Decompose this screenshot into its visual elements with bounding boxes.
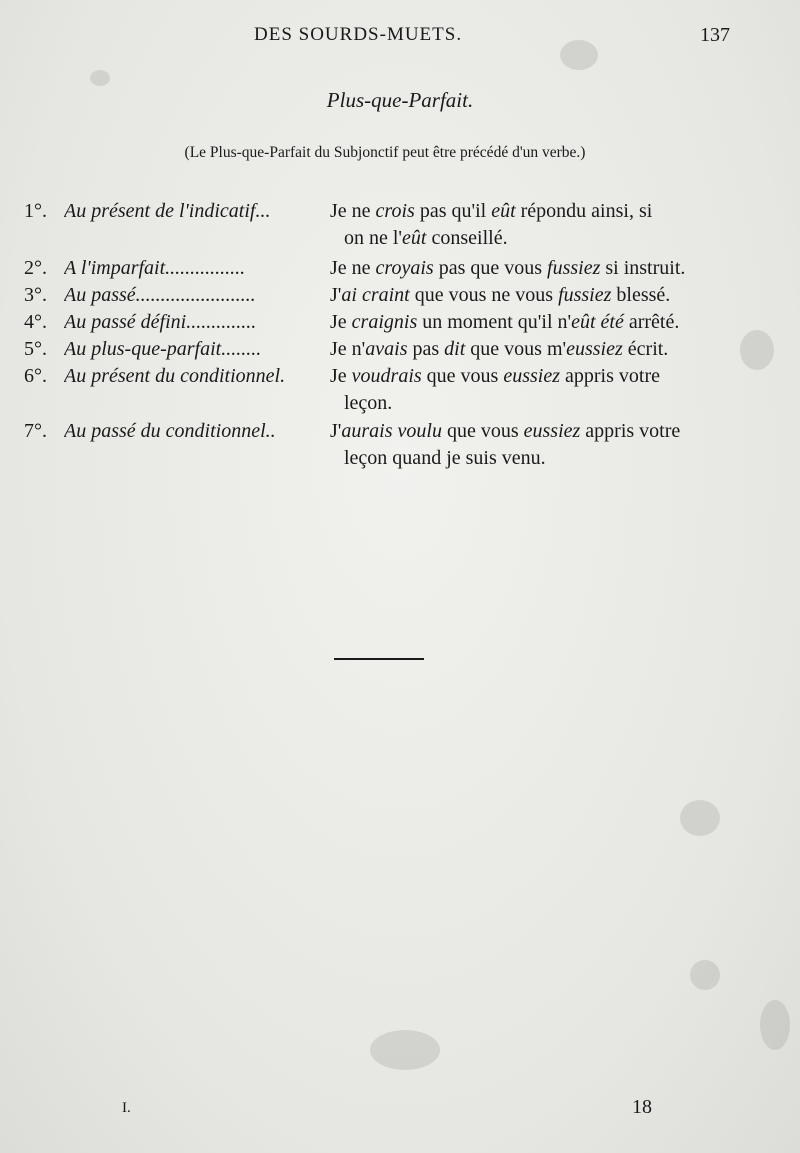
tense-label — [64, 363, 330, 390]
verb-form: eût — [491, 200, 516, 222]
verb-form: eussiez — [566, 338, 623, 360]
page-number: 137 — [700, 24, 730, 46]
row-number: 1°. — [24, 200, 47, 222]
tense-label — [64, 418, 330, 445]
sentence-text: Je ne — [330, 257, 376, 279]
leader-dots: .............. — [186, 311, 257, 333]
sentence-text: Je — [330, 365, 352, 387]
sentence-text: Je — [330, 311, 352, 333]
horizontal-rule — [334, 658, 424, 660]
sentence-text: pas — [407, 338, 445, 360]
sentence-text: que vous m' — [465, 338, 567, 360]
example-sentence — [330, 255, 744, 282]
leader-dots: .. — [265, 420, 276, 442]
sentence-text: pas qu'il — [414, 200, 492, 222]
foxing-spot — [760, 1000, 790, 1050]
sentence-text: blessé. — [611, 284, 671, 306]
conjugation-row — [24, 309, 744, 336]
tense-label — [64, 336, 330, 363]
verb-form: eût — [402, 227, 427, 249]
sentence-continuation — [330, 225, 744, 252]
page-header — [0, 24, 800, 54]
sentence-text: écrit. — [622, 338, 669, 360]
sentence-text: un moment qu'il n' — [417, 311, 572, 333]
verb-form: avais — [365, 338, 408, 360]
verb-form: eussiez — [503, 365, 561, 387]
row-number: 3°. — [24, 284, 47, 306]
sentence-text: répondu ainsi, si — [515, 200, 653, 222]
sentence-text: leçon. — [344, 392, 393, 414]
tense-label — [64, 255, 330, 282]
row-number: 7°. — [24, 420, 47, 442]
tense-label — [64, 282, 330, 309]
leader-dots: ... — [255, 200, 271, 222]
sentence-text: Je n' — [330, 338, 366, 360]
sentence-text: Je ne — [330, 200, 376, 222]
sentence-text: J' — [330, 284, 342, 306]
tense-label — [64, 198, 330, 225]
signature-mark: I. — [122, 1100, 131, 1116]
sentence-text: J' — [330, 420, 342, 442]
foxing-spot — [370, 1030, 440, 1070]
sentence-text: que vous — [441, 420, 524, 442]
verb-form: ai craint — [341, 284, 410, 306]
running-title: DES SOURDS-MUETS. — [254, 24, 463, 45]
section-note: (Le Plus-que-Parfait du Subjonctif peut être précédé d'un verbe.) — [184, 144, 586, 161]
row-number: 4°. — [24, 311, 47, 333]
conjugation-row — [24, 418, 744, 472]
row-number: 5°. — [24, 338, 47, 360]
conjugation-row — [24, 198, 744, 252]
sentence-text: conseillé. — [426, 227, 508, 249]
foxing-spot — [740, 330, 774, 370]
verb-form: fussiez — [558, 284, 612, 306]
verb-form: fussiez — [547, 257, 601, 279]
sentence-text: pas que vous — [433, 257, 548, 279]
sentence-text: que vous ne vous — [409, 284, 559, 306]
sentence-text: que vous — [421, 365, 504, 387]
sheet-number: 18 — [632, 1096, 652, 1118]
sentence-text: appris votre — [560, 365, 660, 387]
conjugation-row — [24, 282, 744, 309]
sentence-continuation — [330, 445, 744, 472]
foxing-spot — [690, 960, 720, 990]
verb-form: craignis — [351, 311, 418, 333]
sentence-text: arrêté. — [623, 311, 680, 333]
tense-label-text: Au plus-que-parfait — [64, 338, 222, 360]
verb-form: crois — [375, 200, 415, 222]
example-sentence — [330, 336, 744, 363]
sentence-continuation — [330, 390, 744, 417]
foxing-spot — [90, 70, 110, 86]
verb-form: aurais voulu — [341, 420, 442, 442]
example-sentence — [330, 418, 744, 472]
section-title: Plus-que-Parfait. — [326, 88, 474, 112]
conjugation-row — [24, 363, 744, 417]
conjugation-row — [24, 255, 744, 282]
conjugation-row — [24, 336, 744, 363]
tense-label-text: Au présent du conditionnel. — [64, 365, 286, 387]
row-number: 6°. — [24, 365, 47, 387]
verb-form: voudrais — [351, 365, 422, 387]
verb-form: eussiez — [523, 420, 581, 442]
tense-label — [64, 309, 330, 336]
example-sentence — [330, 282, 744, 309]
sentence-text: on ne l' — [344, 227, 403, 249]
tense-label-text: A l'imparfait — [64, 257, 166, 279]
example-sentence — [330, 309, 744, 336]
row-number: 2°. — [24, 257, 47, 279]
example-sentence — [330, 363, 744, 417]
verb-form: dit — [444, 338, 466, 360]
sentence-text: appris votre — [580, 420, 681, 442]
tense-label-text: Au présent de l'indicatif — [64, 200, 256, 222]
leader-dots: ........................ — [135, 284, 256, 306]
sentence-text: leçon quand je suis venu. — [344, 447, 546, 469]
verb-form: croyais — [375, 257, 434, 279]
sentence-text: si instruit. — [600, 257, 686, 279]
example-sentence — [330, 198, 744, 252]
tense-label-text: Au passé — [64, 284, 136, 306]
tense-label-text: Au passé défini — [64, 311, 187, 333]
leader-dots: ........ — [221, 338, 262, 360]
foxing-spot — [680, 800, 720, 836]
verb-form: eût été — [571, 311, 624, 333]
leader-dots: ................ — [165, 257, 246, 279]
tense-label-text: Au passé du conditionnel — [64, 420, 266, 442]
